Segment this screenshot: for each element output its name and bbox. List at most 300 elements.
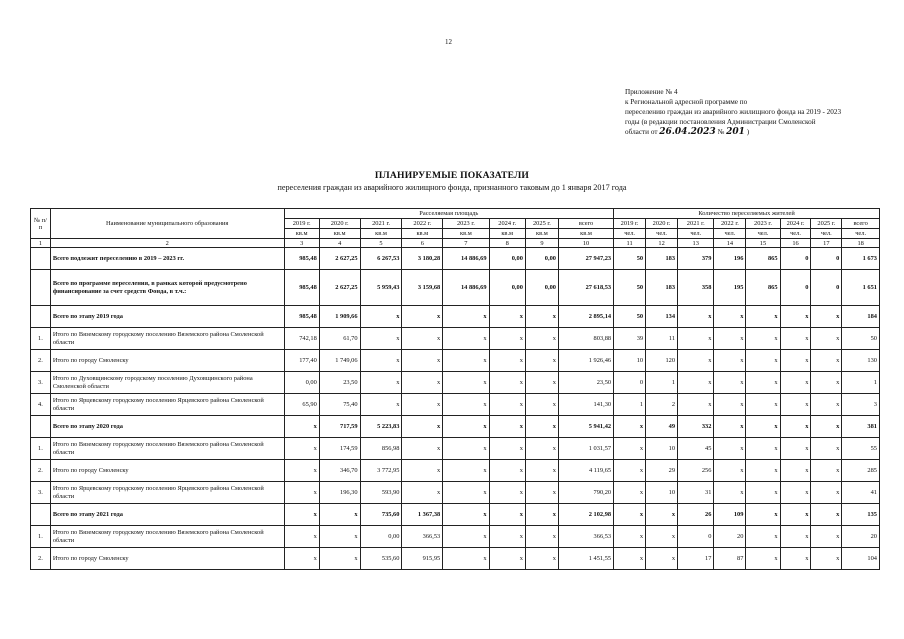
cell-people-3: x <box>714 482 746 504</box>
cell-area-2: 535,60 <box>360 548 402 570</box>
cell-area-1: 717,59 <box>319 416 360 438</box>
row-municipality-name: Итого по городу Смоленску <box>50 548 284 570</box>
cell-area-3: 3 159,68 <box>402 270 443 306</box>
header-unit-area: кв.м <box>284 229 319 239</box>
cell-area-6: x <box>525 526 558 548</box>
appendix-date-prefix: области от <box>625 128 658 136</box>
table-row <box>31 328 880 350</box>
cell-area-1: x <box>319 548 360 570</box>
table-row-total <box>31 306 880 328</box>
header-people-year-6: 2025 г. <box>811 219 842 229</box>
cell-area-2: 593,90 <box>360 482 402 504</box>
table-row <box>31 460 880 482</box>
cell-area-1: 174,59 <box>319 438 360 460</box>
cell-area-7: 1 451,55 <box>558 548 613 570</box>
table-row-total <box>31 416 880 438</box>
row-municipality-name: Итого по Вяземскому городскому поселению Вяземского района Смоленской области <box>50 526 284 548</box>
cell-area-6: x <box>525 416 558 438</box>
cell-people-2: 45 <box>678 438 714 460</box>
cell-area-2: 735,60 <box>360 504 402 526</box>
cell-people-1: x <box>646 526 678 548</box>
row-number: 2. <box>31 460 51 482</box>
cell-people-1: 29 <box>646 460 678 482</box>
cell-area-6: x <box>525 372 558 394</box>
cell-area-3: x <box>402 306 443 328</box>
cell-area-4: x <box>443 394 489 416</box>
cell-people-6: x <box>811 328 842 350</box>
header-unit-area: кв.м <box>525 229 558 239</box>
cell-people-4: x <box>746 372 780 394</box>
cell-area-1: 2 627,25 <box>319 248 360 270</box>
appendix-line-3: переселению граждан из аварийного жилищного фонда на 2019 - 2023 <box>625 108 842 116</box>
cell-area-2: x <box>360 372 402 394</box>
cell-people-1: 120 <box>646 350 678 372</box>
cell-people-7: 1 651 <box>842 270 880 306</box>
page-number: 12 <box>445 38 452 46</box>
cell-people-6: x <box>811 504 842 526</box>
cell-area-2: x <box>360 328 402 350</box>
cell-people-0: 50 <box>614 270 646 306</box>
cell-people-4: x <box>746 438 780 460</box>
row-municipality-name: Итого по Духовщинскому городскому поселению Духовщинского района Смоленской области <box>50 372 284 394</box>
document-title: ПЛАНИРУЕМЫЕ ПОКАЗАТЕЛИ <box>374 170 530 181</box>
column-number-8: 8 <box>489 239 525 248</box>
cell-people-6: x <box>811 372 842 394</box>
cell-area-4: x <box>443 526 489 548</box>
cell-area-6: x <box>525 438 558 460</box>
cell-people-4: x <box>746 350 780 372</box>
header-unit-area: кв.м <box>489 229 525 239</box>
cell-people-2: 31 <box>678 482 714 504</box>
document-subtitle: переселения граждан из аварийного жилищного фонда, признанного таковым до 1 января 2017 года <box>277 183 627 192</box>
handwritten-number: 201 <box>726 127 745 137</box>
cell-area-1: 1 909,66 <box>319 306 360 328</box>
row-number: 1. <box>31 526 51 548</box>
table-body <box>31 248 880 570</box>
cell-area-2: 5 223,83 <box>360 416 402 438</box>
cell-people-7: 104 <box>842 548 880 570</box>
cell-area-4: 14 886,69 <box>443 270 489 306</box>
cell-people-6: x <box>811 394 842 416</box>
cell-people-4: x <box>746 394 780 416</box>
header-column-numbers-row <box>31 239 880 248</box>
column-number-17: 17 <box>811 239 842 248</box>
header-unit-area: кв.м <box>558 229 613 239</box>
cell-people-7: 3 <box>842 394 880 416</box>
cell-people-0: 50 <box>614 248 646 270</box>
cell-people-6: 0 <box>811 270 842 306</box>
cell-area-7: 141,30 <box>558 394 613 416</box>
header-area-year-3: 2022 г. <box>402 219 443 229</box>
header-unit-people: чел. <box>678 229 714 239</box>
cell-area-3: x <box>402 372 443 394</box>
header-unit-people: чел. <box>780 229 811 239</box>
cell-area-6: x <box>525 306 558 328</box>
cell-area-7: 23,50 <box>558 372 613 394</box>
cell-area-0: x <box>284 526 319 548</box>
cell-people-3: x <box>714 438 746 460</box>
cell-area-3: x <box>402 416 443 438</box>
column-number-5: 5 <box>360 239 402 248</box>
cell-people-3: 109 <box>714 504 746 526</box>
cell-people-0: 10 <box>614 350 646 372</box>
header-area-year-1: 2020 г. <box>319 219 360 229</box>
cell-area-6: x <box>525 328 558 350</box>
cell-people-1: x <box>646 548 678 570</box>
cell-people-6: x <box>811 460 842 482</box>
cell-people-5: x <box>780 350 811 372</box>
cell-people-5: 0 <box>780 270 811 306</box>
cell-people-6: 0 <box>811 248 842 270</box>
row-municipality-name: Всего по этапу 2021 года <box>50 504 284 526</box>
cell-people-1: 10 <box>646 438 678 460</box>
cell-people-2: 26 <box>678 504 714 526</box>
cell-people-3: x <box>714 460 746 482</box>
cell-area-0: x <box>284 482 319 504</box>
cell-area-5: x <box>489 372 525 394</box>
cell-people-1: 183 <box>646 270 678 306</box>
cell-people-3: x <box>714 328 746 350</box>
cell-people-2: 256 <box>678 460 714 482</box>
cell-area-1: 61,70 <box>319 328 360 350</box>
cell-people-7: 20 <box>842 526 880 548</box>
header-people-year-5: 2024 г. <box>780 219 811 229</box>
column-number-15: 15 <box>746 239 780 248</box>
cell-people-7: 135 <box>842 504 880 526</box>
cell-area-0: x <box>284 416 319 438</box>
cell-area-3: 915,95 <box>402 548 443 570</box>
cell-area-2: x <box>360 350 402 372</box>
cell-area-4: x <box>443 372 489 394</box>
cell-people-5: x <box>780 526 811 548</box>
table-row <box>31 438 880 460</box>
cell-area-7: 790,20 <box>558 482 613 504</box>
cell-people-4: 865 <box>746 270 780 306</box>
cell-people-4: x <box>746 548 780 570</box>
cell-people-1: 183 <box>646 248 678 270</box>
cell-people-0: 1 <box>614 394 646 416</box>
cell-area-3: x <box>402 460 443 482</box>
cell-area-6: 0,00 <box>525 270 558 306</box>
table-row <box>31 482 880 504</box>
cell-people-1: 49 <box>646 416 678 438</box>
row-number: 1. <box>31 328 51 350</box>
row-municipality-name: Всего по этапу 2020 года <box>50 416 284 438</box>
appendix-close: ) <box>746 128 750 136</box>
cell-area-2: 0,00 <box>360 526 402 548</box>
cell-area-4: x <box>443 482 489 504</box>
cell-area-4: x <box>443 548 489 570</box>
row-number: 2. <box>31 350 51 372</box>
header-people-year-2: 2021 г. <box>678 219 714 229</box>
cell-people-2: x <box>678 372 714 394</box>
cell-area-7: 27 947,23 <box>558 248 613 270</box>
cell-area-7: 1 926,46 <box>558 350 613 372</box>
cell-area-5: x <box>489 350 525 372</box>
cell-area-7: 2 895,14 <box>558 306 613 328</box>
row-municipality-name: Итого по городу Смоленску <box>50 350 284 372</box>
cell-people-2: 332 <box>678 416 714 438</box>
cell-area-2: 856,98 <box>360 438 402 460</box>
cell-area-1: x <box>319 526 360 548</box>
row-municipality-name: Итого по Ярцевскому городскому поселению Ярцевского района Смоленской области <box>50 482 284 504</box>
cell-area-5: x <box>489 306 525 328</box>
cell-people-2: 379 <box>678 248 714 270</box>
cell-people-0: 50 <box>614 306 646 328</box>
cell-area-7: 4 119,65 <box>558 460 613 482</box>
cell-people-7: 1 673 <box>842 248 880 270</box>
header-unit-people: чел. <box>746 229 780 239</box>
cell-area-7: 366,53 <box>558 526 613 548</box>
table-row <box>31 548 880 570</box>
header-number: № п/п <box>31 209 51 239</box>
cell-people-3: x <box>714 394 746 416</box>
cell-people-1: 2 <box>646 394 678 416</box>
appendix-note <box>625 87 895 137</box>
table-row-total <box>31 270 880 306</box>
cell-people-2: x <box>678 350 714 372</box>
cell-area-1: 1 749,06 <box>319 350 360 372</box>
cell-area-5: x <box>489 416 525 438</box>
row-number <box>31 504 51 526</box>
cell-people-7: 285 <box>842 460 880 482</box>
header-people-year-4: 2023 г. <box>746 219 780 229</box>
cell-area-6: x <box>525 548 558 570</box>
column-number-6: 6 <box>402 239 443 248</box>
cell-area-1: 23,50 <box>319 372 360 394</box>
cell-area-2: x <box>360 394 402 416</box>
cell-area-5: 0,00 <box>489 270 525 306</box>
header-area-year-6: 2025 г. <box>525 219 558 229</box>
header-area-year-7: всего <box>558 219 613 229</box>
row-municipality-name: Всего подлежит переселению в 2019 – 2023 гг. <box>50 248 284 270</box>
cell-people-0: 39 <box>614 328 646 350</box>
indicators-table <box>30 208 880 570</box>
cell-area-5: x <box>489 438 525 460</box>
header-area-year-4: 2023 г. <box>443 219 489 229</box>
cell-area-0: x <box>284 460 319 482</box>
row-number: 1. <box>31 438 51 460</box>
cell-area-3: x <box>402 482 443 504</box>
cell-people-0: x <box>614 548 646 570</box>
header-people-year-0: 2019 г. <box>614 219 646 229</box>
row-number <box>31 270 51 306</box>
cell-people-2: x <box>678 394 714 416</box>
header-unit-area: кв.м <box>319 229 360 239</box>
cell-people-4: x <box>746 460 780 482</box>
row-number: 3. <box>31 482 51 504</box>
cell-area-3: x <box>402 328 443 350</box>
cell-people-0: x <box>614 438 646 460</box>
cell-area-6: x <box>525 504 558 526</box>
row-number <box>31 248 51 270</box>
row-municipality-name: Итого по городу Смоленску <box>50 460 284 482</box>
cell-people-5: x <box>780 482 811 504</box>
cell-people-6: x <box>811 350 842 372</box>
cell-people-0: 0 <box>614 372 646 394</box>
cell-people-0: x <box>614 482 646 504</box>
cell-area-4: x <box>443 328 489 350</box>
row-municipality-name: Всего по программе переселения, в рамках которой предусмотрено финансирование за счет средств Фонда, в т.ч.: <box>50 270 284 306</box>
cell-area-6: x <box>525 394 558 416</box>
cell-area-4: x <box>443 438 489 460</box>
cell-people-6: x <box>811 416 842 438</box>
handwritten-date: 26.04.2023 <box>659 127 716 137</box>
column-number-13: 13 <box>678 239 714 248</box>
cell-people-2: 0 <box>678 526 714 548</box>
cell-people-1: 134 <box>646 306 678 328</box>
row-number <box>31 306 51 328</box>
cell-people-4: x <box>746 416 780 438</box>
cell-area-1: x <box>319 504 360 526</box>
cell-area-3: x <box>402 394 443 416</box>
cell-people-1: 11 <box>646 328 678 350</box>
cell-people-3: 195 <box>714 270 746 306</box>
cell-area-2: 6 267,53 <box>360 248 402 270</box>
cell-people-5: x <box>780 372 811 394</box>
cell-people-5: x <box>780 328 811 350</box>
header-area-year-2: 2021 г. <box>360 219 402 229</box>
cell-area-3: 366,53 <box>402 526 443 548</box>
row-number: 4. <box>31 394 51 416</box>
cell-people-4: x <box>746 328 780 350</box>
cell-area-3: 3 180,28 <box>402 248 443 270</box>
column-number-11: 11 <box>614 239 646 248</box>
cell-people-2: x <box>678 328 714 350</box>
appendix-line-4: годы (в редакции постановления Администрации Смоленской <box>625 118 816 126</box>
cell-people-7: 184 <box>842 306 880 328</box>
cell-people-2: x <box>678 306 714 328</box>
cell-area-5: x <box>489 394 525 416</box>
row-municipality-name: Всего по этапу 2019 года <box>50 306 284 328</box>
cell-area-4: x <box>443 350 489 372</box>
cell-area-1: 2 627,25 <box>319 270 360 306</box>
cell-people-7: 1 <box>842 372 880 394</box>
row-municipality-name: Итого по Вяземскому городскому поселению Вяземского района Смоленской области <box>50 438 284 460</box>
column-number-1: 1 <box>31 239 51 248</box>
cell-area-0: 985,48 <box>284 248 319 270</box>
table-row-total <box>31 504 880 526</box>
header-area-year-5: 2024 г. <box>489 219 525 229</box>
column-number-18: 18 <box>842 239 880 248</box>
header-unit-area: кв.м <box>443 229 489 239</box>
cell-area-3: x <box>402 350 443 372</box>
cell-area-5: x <box>489 482 525 504</box>
cell-area-2: 3 772,95 <box>360 460 402 482</box>
cell-area-6: x <box>525 460 558 482</box>
cell-people-7: 55 <box>842 438 880 460</box>
cell-area-1: 196,30 <box>319 482 360 504</box>
cell-area-4: x <box>443 416 489 438</box>
cell-people-5: x <box>780 416 811 438</box>
header-people-group: Количество переселяемых жителей <box>614 209 880 219</box>
cell-people-7: 50 <box>842 328 880 350</box>
column-number-12: 12 <box>646 239 678 248</box>
cell-people-5: x <box>780 306 811 328</box>
cell-area-7: 803,88 <box>558 328 613 350</box>
cell-area-5: x <box>489 460 525 482</box>
cell-people-1: x <box>646 504 678 526</box>
cell-area-7: 5 941,42 <box>558 416 613 438</box>
cell-area-0: 65,90 <box>284 394 319 416</box>
table-row-total <box>31 248 880 270</box>
cell-area-4: 14 886,69 <box>443 248 489 270</box>
column-number-14: 14 <box>714 239 746 248</box>
cell-area-5: x <box>489 526 525 548</box>
header-unit-people: чел. <box>614 229 646 239</box>
cell-people-0: x <box>614 460 646 482</box>
cell-people-3: 20 <box>714 526 746 548</box>
cell-people-6: x <box>811 482 842 504</box>
cell-people-2: 358 <box>678 270 714 306</box>
cell-people-6: x <box>811 306 842 328</box>
cell-area-0: 742,18 <box>284 328 319 350</box>
cell-people-3: x <box>714 350 746 372</box>
cell-people-3: x <box>714 372 746 394</box>
cell-area-5: x <box>489 548 525 570</box>
cell-area-4: x <box>443 504 489 526</box>
cell-people-5: x <box>780 394 811 416</box>
table-row <box>31 394 880 416</box>
cell-people-5: 0 <box>780 248 811 270</box>
column-number-10: 10 <box>558 239 613 248</box>
cell-area-4: x <box>443 460 489 482</box>
cell-people-3: x <box>714 306 746 328</box>
cell-people-7: 130 <box>842 350 880 372</box>
cell-area-0: x <box>284 548 319 570</box>
cell-people-0: x <box>614 416 646 438</box>
cell-area-0: 177,40 <box>284 350 319 372</box>
column-number-3: 3 <box>284 239 319 248</box>
cell-people-3: 87 <box>714 548 746 570</box>
cell-people-5: x <box>780 438 811 460</box>
appendix-line-1: Приложение № 4 <box>625 88 678 96</box>
header-people-year-1: 2020 г. <box>646 219 678 229</box>
row-municipality-name: Итого по Ярцевскому городскому поселению Ярцевского района Смоленской области <box>50 394 284 416</box>
header-area-year-0: 2019 г. <box>284 219 319 229</box>
header-unit-area: кв.м <box>402 229 443 239</box>
cell-people-7: 41 <box>842 482 880 504</box>
cell-area-1: 346,70 <box>319 460 360 482</box>
cell-area-2: 5 959,43 <box>360 270 402 306</box>
column-number-7: 7 <box>443 239 489 248</box>
header-area-group: Расселяемая площадь <box>284 209 614 219</box>
cell-area-4: x <box>443 306 489 328</box>
cell-area-7: 2 102,98 <box>558 504 613 526</box>
cell-people-6: x <box>811 526 842 548</box>
cell-area-2: x <box>360 306 402 328</box>
appendix-number-prefix: № <box>717 128 725 136</box>
cell-area-0: x <box>284 438 319 460</box>
cell-people-5: x <box>780 460 811 482</box>
cell-people-6: x <box>811 548 842 570</box>
appendix-line-2: к Региональной адресной программе по <box>625 98 748 106</box>
row-number: 3. <box>31 372 51 394</box>
column-number-9: 9 <box>525 239 558 248</box>
cell-people-1: 10 <box>646 482 678 504</box>
cell-area-5: x <box>489 328 525 350</box>
column-number-2: 2 <box>50 239 284 248</box>
cell-people-3: 196 <box>714 248 746 270</box>
header-unit-people: чел. <box>646 229 678 239</box>
cell-people-4: x <box>746 306 780 328</box>
cell-area-0: 985,48 <box>284 306 319 328</box>
header-unit-people: чел. <box>842 229 880 239</box>
cell-people-7: 381 <box>842 416 880 438</box>
cell-area-3: 1 367,38 <box>402 504 443 526</box>
header-unit-area: кв.м <box>360 229 402 239</box>
row-number: 2. <box>31 548 51 570</box>
